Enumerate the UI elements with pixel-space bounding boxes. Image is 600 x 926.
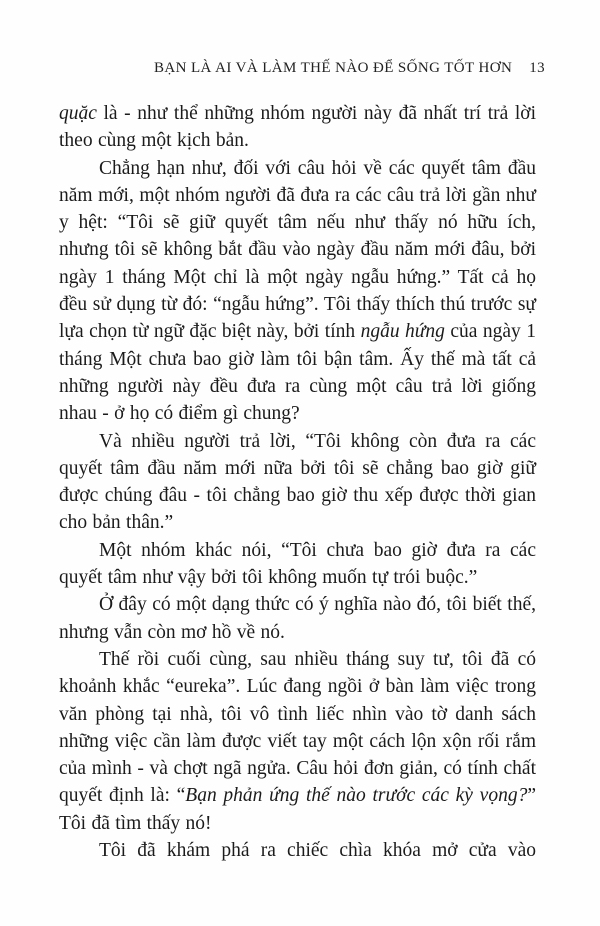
paragraph	[59, 155, 536, 428]
text-segment: Và nhiều người trả lời, “Tôi không còn đưa ra các quyết tâm đầu năm mới nữa bởi tôi sẽ chẳng bao giờ giữ được chúng đâu - tôi chẳng bao giờ thu xếp được thời gian cho bản thân.”	[59, 430, 536, 534]
text-segment: Tôi đã khám phá ra chiếc chìa khóa mở cửa vào	[99, 840, 536, 862]
text-segment: Một nhóm khác nói, “Tôi chưa bao giờ đưa ra các quyết tâm như vậy bởi tôi không muốn tự trói buộc.”	[59, 539, 536, 589]
italic-text-segment: quặc	[59, 103, 97, 124]
italic-text-segment: ngẫu hứng	[360, 321, 445, 343]
text-segment: Thế rồi cuối cùng, sau nhiều tháng suy tư, tôi đã có khoảnh khắc “eureka”. Lúc đang ngồi ở bàn làm việc trong văn phòng tại nhà, tôi vô tình liếc nhìn vào tờ danh sách những việc cần làm được viết tay một cách lộn xộn rối rắm của mình - và chợt ngã ngửa. Câu hỏi đơn giản, có tính chất quyết định là: “	[59, 648, 536, 807]
text-segment: Ở đây có một dạng thức có ý nghĩa nào đó, tôi biết thế, nhưng vẫn còn mơ hồ về nó.	[59, 594, 536, 643]
page-body	[59, 100, 536, 864]
paragraph	[59, 100, 536, 155]
text-segment: là - như thể những nhóm người này đã nhất trí trả lời theo cùng một kịch bản.	[59, 103, 536, 152]
page-number: 13	[529, 60, 545, 76]
paragraph	[59, 646, 536, 837]
italic-text-segment: Bạn phản ứng thế nào trước các kỳ vọng?	[185, 785, 528, 807]
paragraph	[59, 837, 536, 864]
running-header-title: BẠN LÀ AI VÀ LÀM THẾ NÀO ĐỂ SỐNG TỐT HƠN	[153, 60, 513, 76]
text-segment: ” Tôi đã tìm thấy nó!	[59, 785, 536, 834]
paragraph	[59, 591, 536, 646]
paragraph	[59, 537, 536, 592]
text-segment: Chẳng hạn như, đối với câu hỏi về các quyết tâm đầu năm mới, một nhóm người đã đưa ra các câu trả lời gần như y hệt: “Tôi sẽ giữ quyết tâm nếu như thấy nó hữu ích, nhưng tôi sẽ không bắt đầu vào ngày đầu năm mới đâu, bởi ngày 1 tháng Một chỉ là một ngày ngẫu hứng.” Tất cả họ đều sử dụng từ đó: “ngẫu hứng”. Tôi thấy thích thú trước sự lựa chọn từ ngữ đặc biệt này, bởi tính	[59, 157, 536, 343]
paragraph	[59, 428, 536, 537]
running-header	[60, 60, 545, 77]
text-segment: của ngày 1 tháng Một chưa bao giờ làm tôi bận tâm. Ấy thế mà tất cả những người này đều đưa ra cùng một câu trả lời giống nhau - ở họ có điểm gì chung?	[59, 321, 537, 425]
